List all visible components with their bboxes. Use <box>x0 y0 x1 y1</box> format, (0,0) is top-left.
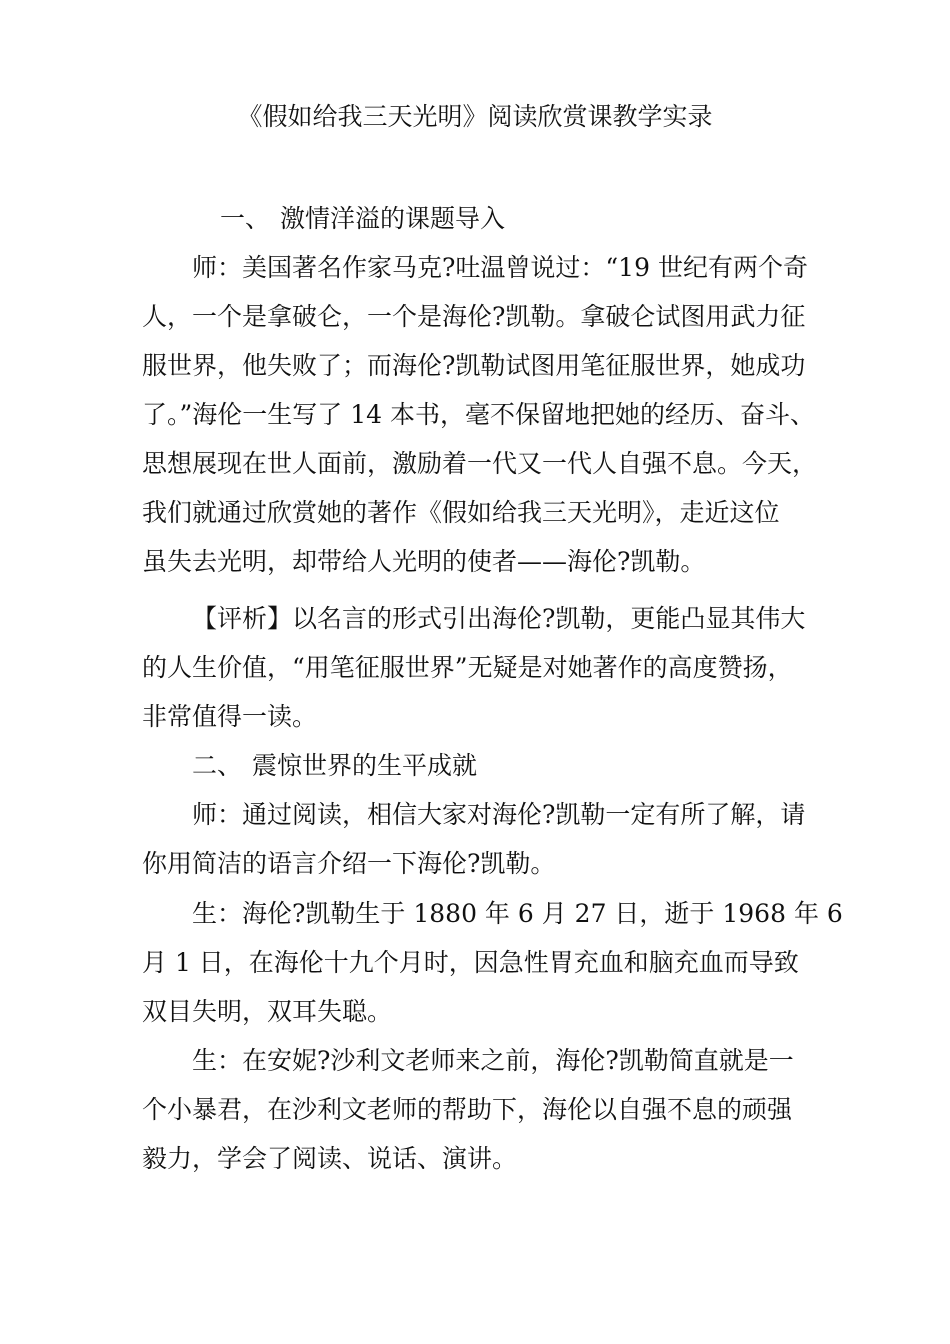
paragraph-student-answer-1 <box>142 889 843 1036</box>
paragraph-line: 生：在安妮?沙利文老师来之前，海伦?凯勒简直就是一 <box>192 1046 794 1075</box>
section-heading-text: 震惊世界的生平成就 <box>252 751 478 780</box>
paragraph-line: 毅力，学会了阅读、说话、演讲。 <box>142 1144 518 1173</box>
paragraph-line: 人，一个是拿破仑，一个是海伦?凯勒。拿破仑试图用武力征 <box>142 302 806 331</box>
paragraph-line: 非常值得一读。 <box>142 702 318 731</box>
paragraph-line: 虽失去光明，却带给人光明的使者——海伦?凯勒。 <box>142 547 706 576</box>
paragraph-line: 师：美国著名作家马克?吐温曾说过：“19 世纪有两个奇 <box>192 253 808 282</box>
paragraph-line: 你用简洁的语言介绍一下海伦?凯勒。 <box>142 849 556 878</box>
paragraph-line: 个小暴君，在沙利文老师的帮助下，海伦以自强不息的顽强 <box>142 1095 793 1124</box>
paragraph-intro <box>142 243 818 586</box>
section-heading-text: 激情洋溢的课题导入 <box>280 204 506 233</box>
document-title: 《假如给我三天光明》阅读欣赏课教学实录 <box>237 102 713 131</box>
paragraph-teacher-question <box>142 790 810 888</box>
paragraph-line: 了。”海伦一生写了 14 本书，毫不保留地把她的经历、奋斗、 <box>142 400 815 429</box>
section-number: 二、 <box>192 751 243 780</box>
paragraph-line: 服世界，他失败了；而海伦?凯勒试图用笔征服世界，她成功 <box>142 351 806 380</box>
paragraph-line: 思想展现在世人面前，激励着一代又一代人自强不息。今天， <box>142 449 818 478</box>
paragraph-line: 的人生价值，“用笔征服世界”无疑是对她著作的高度赞扬， <box>142 653 793 682</box>
section-heading-1 <box>142 194 812 243</box>
paragraph-comment <box>142 594 810 741</box>
paragraph-line: 【评析】以名言的形式引出海伦?凯勒，更能凸显其伟大 <box>192 604 806 633</box>
paragraph-student-answer-2 <box>142 1036 810 1183</box>
paragraph-line: 月 1 日，在海伦十九个月时，因急性胃充血和脑充血而导致 <box>142 948 799 977</box>
paragraph-line: 师：通过阅读，相信大家对海伦?凯勒一定有所了解，请 <box>192 800 806 829</box>
paragraph-line: 双目失明，双耳失聪。 <box>142 997 393 1026</box>
paragraph-line: 我们就通过欣赏她的著作《假如给我三天光明》，走近这位 <box>142 498 780 527</box>
section-heading-2 <box>142 741 812 790</box>
section-number: 一、 <box>220 204 271 233</box>
paragraph-line: 生：海伦?凯勒生于 1880 年 6 月 27 日，逝于 1968 年 6 <box>192 899 843 928</box>
